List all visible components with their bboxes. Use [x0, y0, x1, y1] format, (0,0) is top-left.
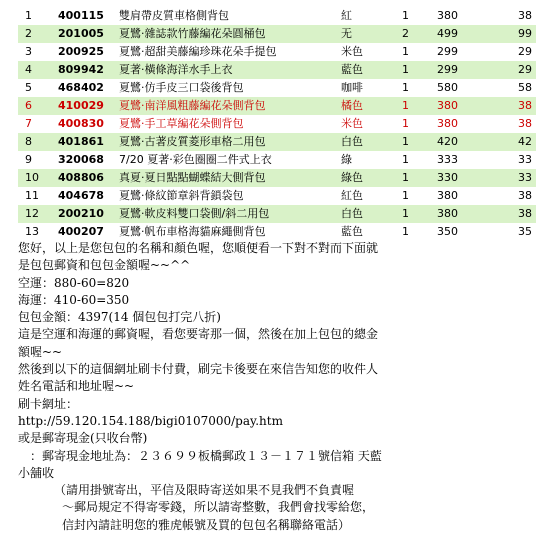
order-index: 11 [25, 189, 39, 202]
quantity: 1 [402, 9, 409, 22]
product-color: 橘色 [341, 99, 363, 112]
product-name: 夏鷺‧條紋節章斜背鎖袋包 [119, 189, 244, 202]
quantity: 1 [402, 99, 409, 112]
order-index: 4 [25, 63, 32, 76]
message-line: http://59.120.154.188/bigi0107000/pay.htm [18, 413, 283, 428]
product-name: 真夏‧夏日點點蝴蝶結大側背包 [119, 171, 266, 184]
message-line: 是包包郵資和包包金額喔~~^^ [18, 258, 191, 273]
product-color: 紅色 [341, 189, 363, 202]
message-line: 空運：880-60=820 [18, 275, 130, 290]
product-color: 无 [341, 27, 352, 40]
table-row [18, 115, 536, 133]
unit-price: 380 [437, 207, 458, 220]
unit-price: 350 [437, 225, 458, 238]
product-color: 白色 [341, 135, 363, 148]
table-row [18, 43, 536, 61]
line-total: 58 [518, 81, 532, 94]
message-line: ：郵寄現金地址為：２３６９９板橋郵政１３－１７１號信箱 天藍 [30, 448, 382, 463]
product-code: 400830 [58, 117, 104, 130]
order-index: 13 [25, 225, 39, 238]
product-code: 410029 [58, 99, 104, 112]
product-color: 咖啡 [341, 81, 363, 94]
table-row [18, 79, 536, 97]
message-line: （請用掛號寄出，平信及限時寄送如果不見我們不負責喔 [54, 483, 355, 498]
table-row [18, 205, 536, 223]
product-name: 夏鷺‧超甜美藤編珍珠花朵手提包 [119, 45, 277, 58]
quantity: 1 [402, 207, 409, 220]
table-row [18, 223, 536, 241]
product-name: 夏鷺‧仿手皮三口袋後背包 [119, 81, 244, 94]
order-index: 10 [25, 171, 39, 184]
line-total: 33 [518, 153, 532, 166]
order-index: 5 [25, 81, 32, 94]
product-code: 201005 [58, 27, 104, 40]
line-total: 29 [518, 45, 532, 58]
table-row [18, 151, 536, 169]
quantity: 1 [402, 45, 409, 58]
unit-price: 330 [437, 171, 458, 184]
message-line: 姓名電話和地址喔~~ [18, 379, 135, 394]
unit-price: 380 [437, 189, 458, 202]
order-index: 3 [25, 45, 32, 58]
message-line: 或是郵寄現金(只收台幣) [18, 431, 148, 446]
unit-price: 299 [437, 63, 458, 76]
quantity: 1 [402, 189, 409, 202]
product-code: 400207 [58, 225, 104, 238]
line-total: 99 [518, 27, 532, 40]
order-index: 6 [25, 99, 32, 112]
product-color: 米色 [341, 117, 363, 130]
unit-price: 333 [437, 153, 458, 166]
message-line: 這是空運和海運的郵資喔，看您要寄那一個，然後在加上包包的總金 [18, 327, 379, 342]
product-code: 404678 [58, 189, 104, 202]
product-code: 468402 [58, 81, 104, 94]
quantity: 1 [402, 117, 409, 130]
line-total: 42 [518, 135, 532, 148]
line-total: 38 [518, 207, 532, 220]
order-table [18, 7, 536, 241]
product-color: 綠 [341, 153, 352, 166]
product-name: 夏鷺‧南洋風粗藤編花朵側背包 [119, 99, 266, 112]
product-color: 綠色 [341, 171, 363, 184]
product-name: 夏鷺‧雜誌款竹藤編花朵圓桶包 [119, 27, 266, 40]
order-index: 2 [25, 27, 32, 40]
unit-price: 380 [437, 99, 458, 112]
product-name: 夏鷺‧古著皮質菱形車格二用包 [119, 135, 266, 148]
table-row [18, 25, 536, 43]
product-color: 白色 [341, 207, 363, 220]
unit-price: 299 [437, 45, 458, 58]
message-line: 海運：410-60=350 [18, 292, 130, 307]
table-row [18, 7, 536, 25]
product-code: 809942 [58, 63, 104, 76]
table-row [18, 169, 536, 187]
product-name: 夏鷺‧帆布車格海貓麻繩側背包 [119, 225, 266, 238]
product-name: 夏鷺‧手工草編花朵側背包 [119, 117, 244, 130]
line-total: 38 [518, 189, 532, 202]
quantity: 1 [402, 63, 409, 76]
message-line: ～郵局規定不得寄零錢，所以請寄整數，我們會找零給您， [62, 500, 375, 515]
product-code: 400115 [58, 9, 104, 22]
product-color: 米色 [341, 45, 363, 58]
product-color: 紅 [341, 9, 352, 22]
table-row [18, 133, 536, 151]
message-line: 您好，以上是您包包的名稱和顏色喔，您順便看一下對不對而下面就 [18, 241, 379, 255]
line-total: 33 [518, 171, 532, 184]
message-line: 額喔~~ [18, 344, 63, 359]
product-name: 夏著‧橫條海洋水手上衣 [119, 63, 233, 76]
quantity: 1 [402, 225, 409, 238]
table-row [18, 187, 536, 205]
quantity: 1 [402, 171, 409, 184]
product-color: 藍色 [341, 225, 363, 238]
product-name: 7/20 夏著‧彩色圈圈二件式上衣 [119, 153, 272, 166]
order-index: 12 [25, 207, 39, 220]
order-index: 7 [25, 117, 32, 130]
order-index: 1 [25, 9, 32, 22]
unit-price: 380 [437, 117, 458, 130]
message-line: 小舖收 [18, 465, 55, 480]
unit-price: 380 [437, 9, 458, 22]
message-line: 包包金額：4397(14 個包包打完八折) [18, 310, 221, 325]
product-name: 雙肩帶皮質車格側背包 [119, 9, 229, 22]
line-total: 35 [518, 225, 532, 238]
product-code: 320068 [58, 153, 104, 166]
unit-price: 420 [437, 135, 458, 148]
table-row [18, 97, 536, 115]
product-code: 200925 [58, 45, 104, 58]
line-total: 38 [518, 117, 532, 130]
product-color: 藍色 [341, 63, 363, 76]
table-row [18, 61, 536, 79]
line-total: 38 [518, 9, 532, 22]
message-body [18, 240, 530, 534]
unit-price: 580 [437, 81, 458, 94]
message-line: 然後到以下的這個網址刷卡付費，刷完卡後要在來信告知您的收件人 [18, 362, 379, 377]
order-index: 9 [25, 153, 32, 166]
product-code: 408806 [58, 171, 104, 184]
quantity: 2 [402, 27, 409, 40]
quantity: 1 [402, 135, 409, 148]
message-line: 信封內請註明您的雅虎帳號及買的包包名稱聯絡電話） [62, 517, 351, 532]
message-line: 刷卡網址： [18, 396, 79, 411]
product-code: 401861 [58, 135, 104, 148]
product-name: 夏鷺‧軟皮料雙口袋側/斜二用包 [119, 207, 270, 220]
line-total: 29 [518, 63, 532, 76]
unit-price: 499 [437, 27, 458, 40]
order-index: 8 [25, 135, 32, 148]
quantity: 1 [402, 153, 409, 166]
line-total: 38 [518, 99, 532, 112]
product-code: 200210 [58, 207, 104, 220]
quantity: 1 [402, 81, 409, 94]
